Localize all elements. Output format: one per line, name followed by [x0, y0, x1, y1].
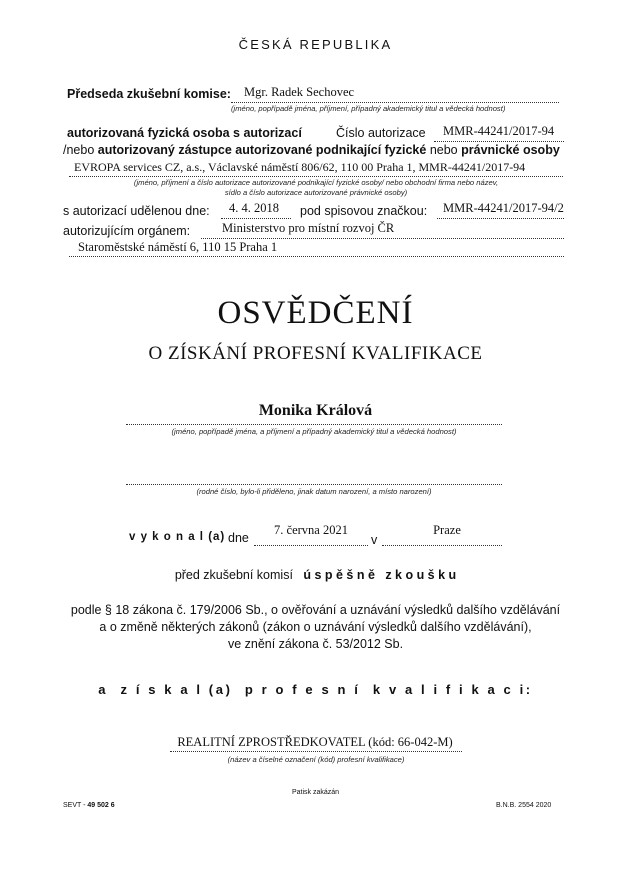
person-authorization-label: autorizovaná fyzická osoba s autorizací: [67, 126, 302, 140]
form-code-label: SEVT -: [63, 802, 86, 809]
date-underline: [254, 545, 368, 546]
certificate-subtitle: O ZÍSKÁNÍ PROFESNÍ KVALIFIKACE: [148, 343, 483, 364]
representative-label-line: [63, 143, 560, 157]
date-label: dne: [228, 531, 249, 545]
granted-label: s autorizací udělenou dne:: [63, 204, 210, 218]
place-label: v: [371, 533, 378, 547]
representative-value: EVROPA services CZ, a.s., Václavské náměstí 806/62, 110 00 Praha 1, MMR-44241/2017-94: [74, 160, 526, 174]
qualification-value: REALITNÍ ZPROSTŘEDKOVATEL (kód: 66-042-M): [177, 735, 453, 749]
date-value: 7. června 2021: [274, 523, 348, 537]
granted-underline: [221, 218, 291, 219]
authority-value: Ministerstvo pro místní rozvoj ČR: [222, 221, 395, 235]
authority-address-underline: [69, 256, 564, 257]
authority-address: Staroměstské náměstí 6, 110 15 Praha 1: [78, 240, 278, 254]
print-code: B.N.B. 2554 2020: [496, 802, 552, 809]
form-code-value: 49 502 6: [87, 802, 115, 809]
holder-name-underline: [126, 424, 502, 425]
file-number-underline: [437, 218, 564, 219]
passed-label: v y k o n a l (a): [129, 531, 226, 543]
exam-passed: ú s p ě š n ě z k o u š k u: [303, 568, 457, 582]
law-line-3: ve znění zákona č. 53/2012 Sb.: [227, 637, 404, 651]
country-header: ČESKÁ REPUBLIKA: [238, 37, 393, 52]
representative-or: nebo: [429, 143, 458, 157]
chair-note: (jméno, popřípadě jména, příjmení, případný akademický titul a vědecká hodnost): [231, 104, 506, 113]
chair-label: Předseda zkušební komise:: [67, 87, 231, 101]
representative-note-2: sídlo a číslo autorizace autorizované právnické osoby): [224, 188, 408, 197]
representative-label: autorizovaný zástupce autorizované podnikající fyzické: [97, 143, 427, 157]
holder-name: Monika Králová: [258, 402, 373, 419]
certificate-title: OSVĚDČENÍ: [217, 295, 414, 331]
qualification-underline: [170, 751, 462, 752]
legal-entity-label: právnické osoby: [461, 143, 560, 157]
representative-note-1: (jméno, příjmení a číslo autorizace autorizované podnikající fyzické osoby/ nebo obchodní firma nebo název,: [133, 178, 499, 187]
form-code: [63, 802, 115, 809]
law-line-1: podle § 18 zákona č. 179/2006 Sb., o ověřování a uznávání výsledků dalšího vzdělávání: [70, 603, 561, 617]
authority-label: autorizujícím orgánem:: [63, 224, 191, 238]
holder-note: (jméno, popřípadě jména, a příjmení a případný akademický titul a vědecká hodnost): [171, 427, 457, 436]
exam-prefix: před zkušební komisí: [174, 568, 293, 582]
authority-underline: [201, 238, 564, 239]
place-value: Praze: [433, 523, 461, 537]
birth-note: (rodné číslo, bylo-li přiděleno, jinak datum narození, a místo narození): [196, 487, 432, 496]
or-prefix: /nebo: [63, 143, 95, 157]
place-underline: [382, 545, 502, 546]
qualification-note: (název a číselné označení (kód) profesní kvalifikace): [227, 755, 405, 764]
granted-value: 4. 4. 2018: [229, 201, 279, 215]
chair-value: Mgr. Radek Sechovec: [244, 85, 355, 99]
authorization-number-label: Číslo autorizace: [336, 126, 426, 140]
representative-underline: [69, 176, 563, 177]
file-number-value: MMR-44241/2017-94/2: [443, 201, 564, 215]
authorization-number-underline: [434, 141, 564, 142]
chair-underline: [231, 102, 559, 103]
reprint-notice: Patisk zakázán: [291, 789, 340, 796]
authorization-number-value: MMR-44241/2017-94: [443, 124, 555, 138]
law-line-2: a o změně některých zákonů (zákon o uznávání výsledků dalšího vzdělávání),: [99, 620, 532, 634]
obtained-line: a z í s k a l (a) p r o f e s n í k v a l i f i k a c i:: [98, 682, 533, 697]
exam-line: [0, 568, 631, 582]
birth-underline: [126, 484, 502, 485]
file-number-label: pod spisovou značkou:: [300, 204, 428, 218]
